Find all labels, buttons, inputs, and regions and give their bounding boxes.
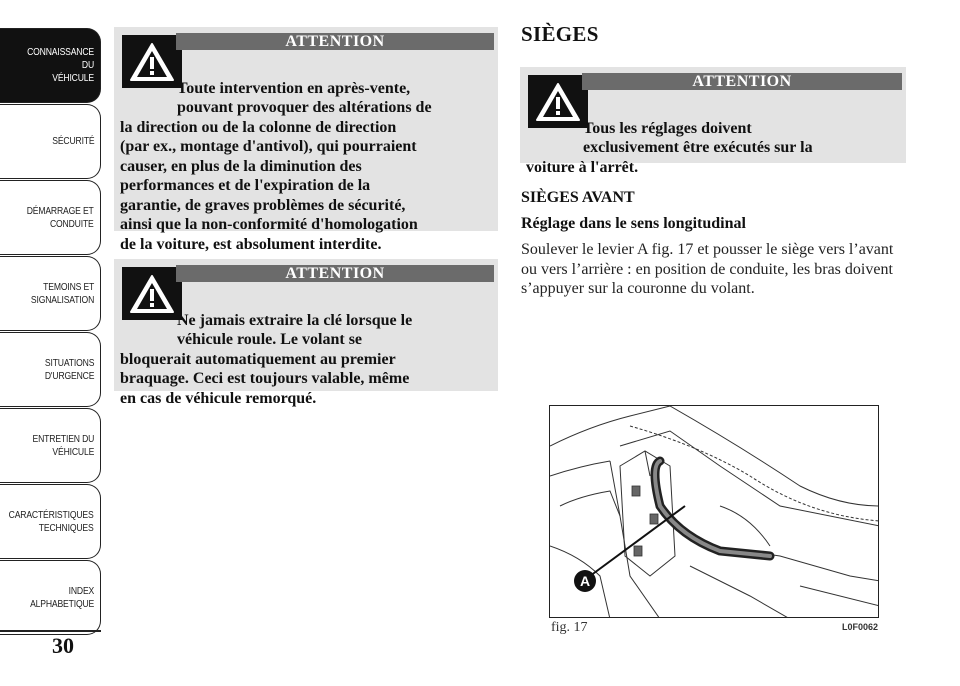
warning-heading: ATTENTION — [582, 73, 902, 90]
tab-label: INDEX ALPHABETIQUE — [29, 584, 94, 610]
page-number-divider — [0, 630, 101, 632]
tab-temoins-et-signalisation[interactable] — [0, 256, 101, 331]
warning-text — [120, 59, 494, 254]
warning-box-steering — [114, 27, 498, 253]
subsubsection-title: Réglage dans le sens longitudinal — [521, 215, 746, 232]
tab-label: TEMOINS ET SIGNALISATION — [30, 280, 94, 306]
warning-text — [526, 99, 902, 177]
subsection-title: SIÈGES AVANT — [521, 189, 635, 206]
warning-box-adjustments — [520, 67, 906, 176]
warning-text-rest: bloquerait automatiquement au premier braquage. Ceci est toujours valable, même en cas de véhicule remorqué. — [120, 350, 410, 407]
warning-text — [120, 291, 494, 408]
tab-label: DÉMARRAGE ET CONDUITE — [27, 204, 94, 230]
warning-text-rest: voiture à l'arrêt. — [526, 158, 639, 176]
figure-code: L0F0062 — [842, 622, 879, 632]
tab-label: CONNAISSANCE DU VÉHICULE — [27, 46, 94, 84]
page-number: 30 — [52, 633, 74, 658]
section-title: SIÈGES — [521, 22, 599, 46]
callout-a-label: A — [579, 573, 591, 589]
warning-heading: ATTENTION — [176, 33, 494, 50]
warning-text-rest: la direction ou de la colonne de direction (par ex., montage d'antivol), qui pourraient causer, en plus de la diminution des performances et de l'expiration de la garantie, de graves problèmes de sécurité, ainsi que la non-conformité d'homologation de la voiture, est absolument interdite. — [120, 118, 418, 253]
tab-caracteristiques-techniques[interactable] — [0, 484, 101, 559]
figure-caption: fig. 17 — [551, 620, 588, 635]
warning-text-lead: Ne jamais extraire la clé lorsque le véhicule roule. Le volant se — [177, 311, 413, 348]
warning-heading: ATTENTION — [176, 265, 494, 282]
tab-demarrage-et-conduite[interactable] — [0, 180, 101, 255]
warning-text-lead: Tous les réglages doivent exclusivement être exécutés sur la — [583, 119, 813, 156]
tab-label: ENTRETIEN DU VÉHICULE — [32, 432, 94, 458]
warning-text-lead: Toute intervention en après-vente, pouvant provoquer des altérations de — [177, 79, 432, 116]
tab-label: SÉCURITÉ — [51, 135, 94, 147]
warning-box-key — [114, 259, 498, 407]
tab-label: CARACTÉRISTIQUES TECHNIQUES — [9, 508, 94, 534]
tab-securite[interactable] — [0, 104, 101, 179]
tab-connaissance-du-vehicule[interactable] — [0, 28, 101, 103]
body-paragraph: Soulever le levier A fig. 17 et pousser le siège vers l’avant ou vers l’arrière : en position de conduite, les bras doivent s’appuyer sur la couronne du volant. — [521, 241, 894, 297]
tab-index-alphabetique[interactable] — [0, 560, 101, 635]
tab-situations-d-urgence[interactable] — [0, 332, 101, 407]
seat-lever-illustration — [550, 406, 879, 618]
tab-label: SITUATIONS D'URGENCE — [44, 356, 94, 382]
seat-lever-figure — [549, 405, 879, 618]
tab-entretien-du-vehicule[interactable] — [0, 408, 101, 483]
